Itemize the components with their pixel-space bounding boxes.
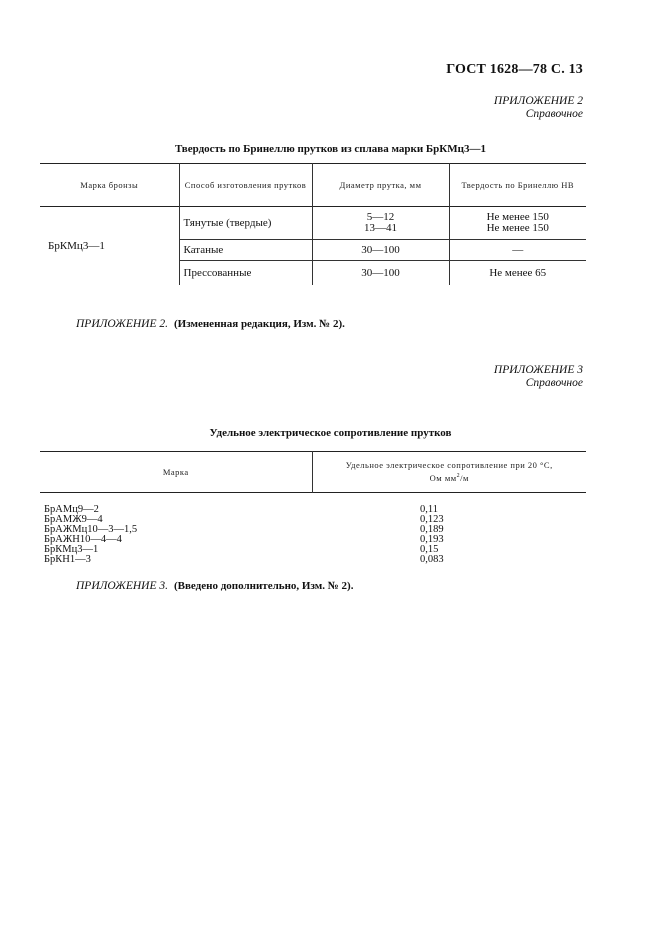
appendix-2-title: Твердость по Бринеллю прутков из сплава марки БрКМц3—1 bbox=[175, 143, 486, 155]
hardness-value: Не менее 150 bbox=[486, 222, 549, 234]
hardness-value: Не менее 150 bbox=[486, 211, 549, 223]
diameter-cell bbox=[312, 207, 449, 240]
hardness-cell: — bbox=[449, 240, 586, 261]
table-row bbox=[40, 525, 586, 535]
header-grade: Марка bbox=[40, 452, 312, 493]
table-row bbox=[40, 555, 586, 565]
method-cell: Прессованные bbox=[179, 261, 312, 285]
header-diameter: Диаметр прутка, мм bbox=[312, 164, 449, 207]
diameter-cell: 30—100 bbox=[312, 240, 449, 261]
spacer bbox=[40, 493, 586, 505]
grade-cell: БрАМЖ9—4 bbox=[44, 513, 103, 525]
header-resistance-line1: Удельное электрическое сопротивление при 20 °С, bbox=[345, 460, 553, 471]
header-method: Способ изготовления прутков bbox=[179, 164, 312, 207]
grade-cell: БрКН1—3 bbox=[44, 553, 91, 565]
appendix-2-note bbox=[76, 318, 345, 330]
resistance-cell: 0,083 bbox=[420, 553, 444, 565]
grade-cell: БрАМц9—2 bbox=[44, 503, 99, 515]
page-header: ГОСТ 1628—78 С. 13 bbox=[446, 62, 583, 77]
appendix-3-type: Справочное bbox=[525, 377, 583, 389]
diameter-cell: 30—100 bbox=[312, 261, 449, 285]
appendix-3-note bbox=[76, 580, 353, 592]
hardness-table bbox=[40, 163, 586, 285]
resistance-table-header-row bbox=[40, 452, 586, 493]
grade-cell: БрАЖМц10—3—1,5 bbox=[44, 523, 138, 535]
hardness-cell: Не менее 65 bbox=[449, 261, 586, 285]
appendix-2-note-label: ПРИЛОЖЕНИЕ 2. bbox=[76, 318, 168, 330]
appendix-3-label: ПРИЛОЖЕНИЕ 3 bbox=[493, 364, 583, 376]
appendix-2-type: Справочное bbox=[525, 108, 583, 120]
header-resistance-unit-a: Ом мм bbox=[429, 472, 457, 483]
table-row bbox=[40, 505, 586, 515]
header-resistance-unit-sup: 2 bbox=[456, 473, 461, 480]
hardness-table-header-row bbox=[40, 164, 586, 207]
header-resistance-unit bbox=[314, 471, 586, 484]
resistance-cell: 0,15 bbox=[420, 543, 439, 555]
diameter-value: 13—41 bbox=[364, 222, 397, 234]
method-cell: Тянутые (твердые) bbox=[179, 207, 312, 240]
resistance-cell: 0,189 bbox=[420, 523, 444, 535]
appendix-3-title: Удельное электрическое сопротивление прутков bbox=[209, 427, 452, 439]
method-cell: Катаные bbox=[179, 240, 312, 261]
resistance-cell: 0,193 bbox=[420, 533, 444, 545]
table-row bbox=[40, 207, 586, 240]
grade-cell: БрКМц3—1 bbox=[48, 239, 105, 252]
diameter-value: 5—12 bbox=[366, 211, 395, 223]
appendix-3-note-label: ПРИЛОЖЕНИЕ 3. bbox=[76, 580, 168, 592]
grade-cell: БрКМц3—1 bbox=[44, 543, 99, 555]
appendix-3-note-text: (Введено дополнительно, Изм. № 2). bbox=[173, 580, 354, 592]
header-resistance-unit-b: /м bbox=[460, 472, 469, 483]
header-hardness: Твердость по Бринеллю НВ bbox=[449, 164, 586, 207]
resistance-cell: 0,123 bbox=[420, 513, 444, 525]
header-resistance bbox=[312, 452, 586, 493]
resistance-cell: 0,11 bbox=[420, 503, 438, 515]
table-row bbox=[40, 545, 586, 555]
resistance-table bbox=[40, 451, 586, 565]
appendix-2-label: ПРИЛОЖЕНИЕ 2 bbox=[493, 95, 583, 107]
table-row bbox=[40, 515, 586, 525]
header-grade: Марка бронзы bbox=[80, 180, 139, 190]
table-row bbox=[40, 535, 586, 545]
grade-cell: БрАЖН10—4—4 bbox=[44, 533, 122, 545]
appendix-2-note-text: (Измененная редакция, Изм. № 2). bbox=[173, 318, 345, 330]
appendix-2-heading bbox=[494, 95, 583, 121]
hardness-cell bbox=[449, 207, 586, 240]
appendix-3-heading bbox=[494, 364, 583, 390]
